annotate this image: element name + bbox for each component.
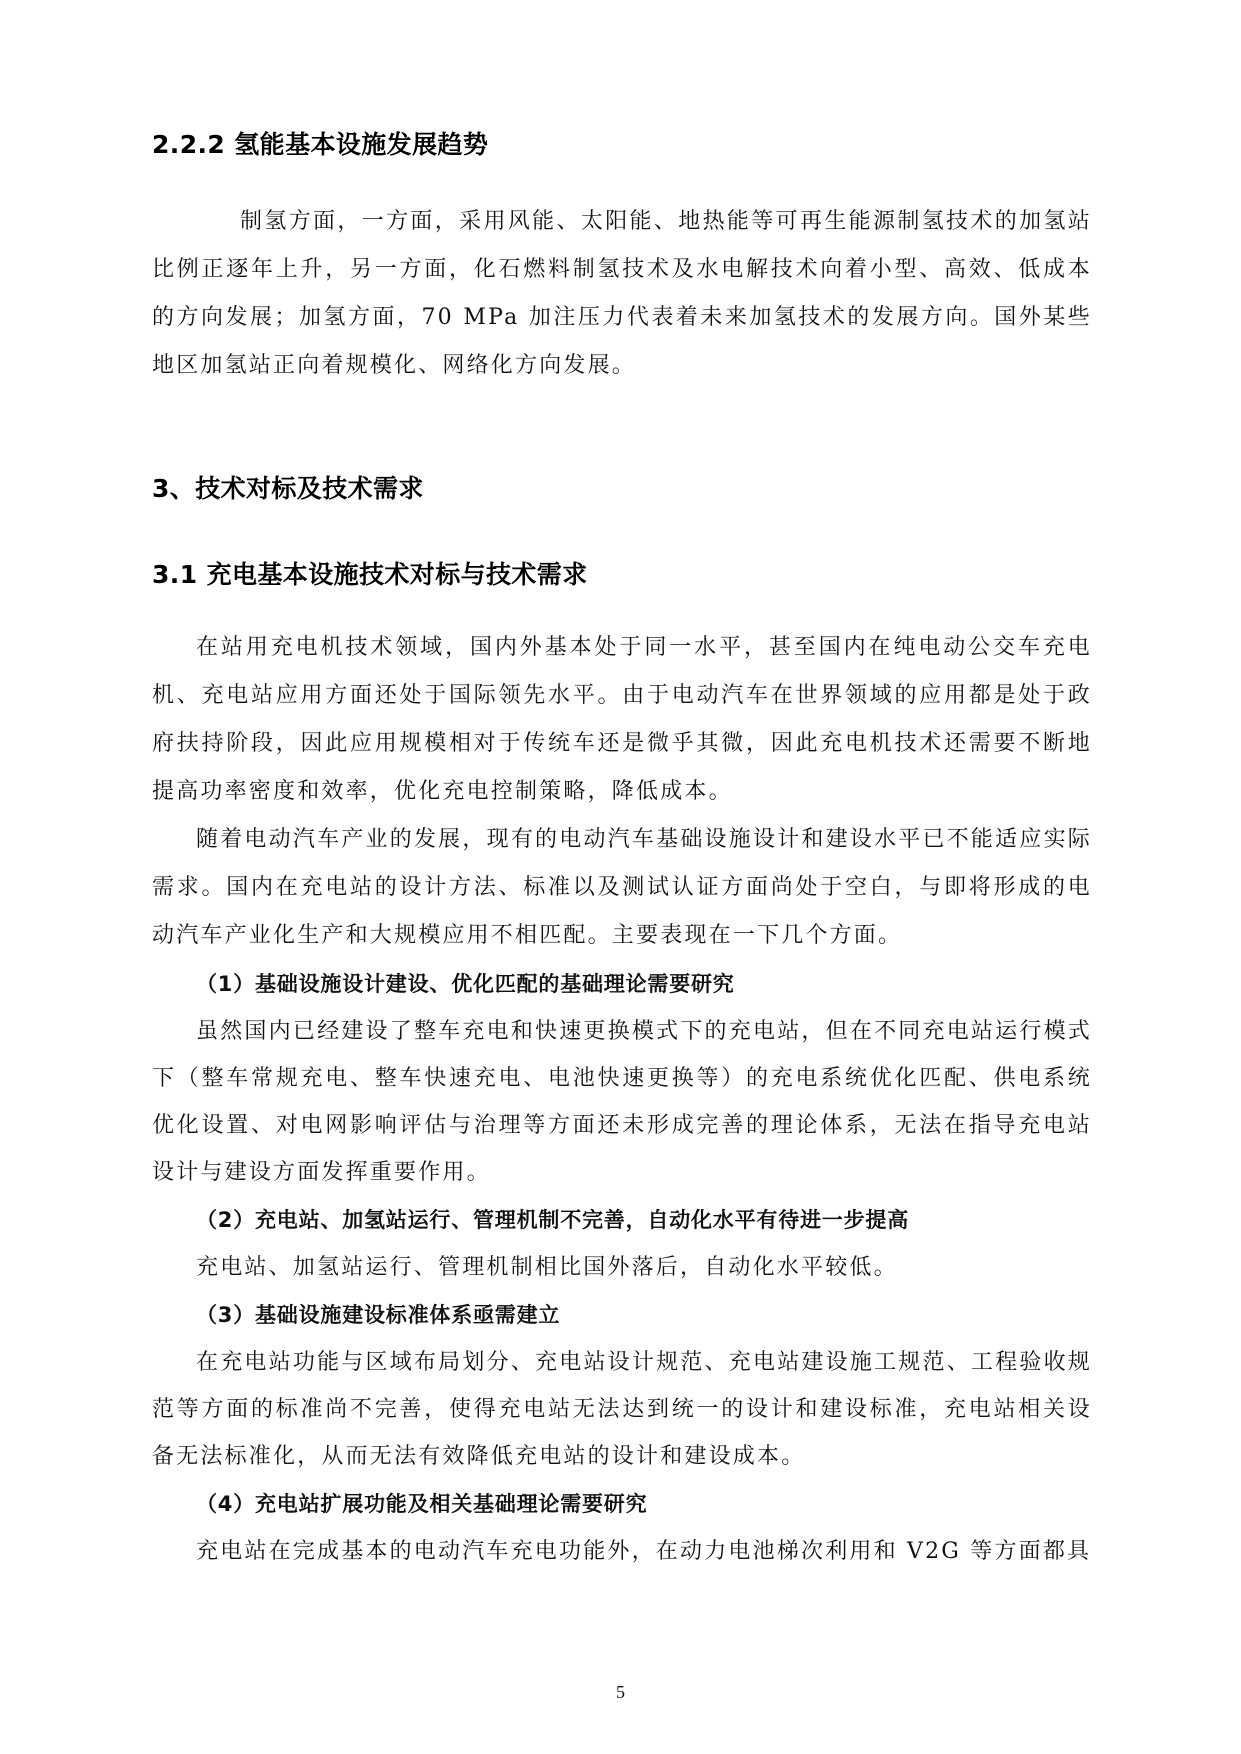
subsection-title-1: （1）基础设施设计建设、优化匹配的基础理论需要研究	[196, 972, 735, 996]
subsection-text-1: 虽然国内已经建设了整车充电和快速更换模式下的充电站，但在不同充电站运行模式下（整车常规充电、整车快速充电、电池快速更换等）的充电系统优化匹配、供电系统优化设置、对电网影响评估与治理等方面还未形成完善的理论体系，无法在指导充电站设计与建设方面发挥重要作用。	[152, 1019, 1092, 1185]
subsection-title-2: （2）充电站、加氢站运行、管理机制不完善，自动化水平有待进一步提高	[196, 1208, 910, 1232]
hydrogen-trend-paragraph: 制氢方面，一方面，采用风能、太阳能、地热能等可再生能源制氢技术的加氢站比例正逐年上升，另一方面，化石燃料制氢技术及水电解技术向着小型、高效、低成本的方向发展；加氢方面，70 MPa 加注压力代表着未来加氢技术的发展方向。国外某些地区加氢站正向着规模化、网络化方向发展。	[152, 209, 1092, 378]
subsection-text-2: 充电站、加氢站运行、管理机制相比国外落后，自动化水平较低。	[196, 1255, 898, 1280]
page-content	[152, 128, 1092, 1575]
charger-technology-paragraph: 在站用充电机技术领域，国内外基本处于同一水平，甚至国内在纯电动公交车充电机、充电站应用方面还处于国际领先水平。由于电动汽车在世界领域的应用都是处于政府扶持阶段，因此应用规模相对于传统车还是微乎其微，因此充电机技术还需要不断地提高功率密度和效率，优化充电控制策略，降低成本。	[152, 635, 1092, 804]
subsection-text-4: 充电站在完成基本的电动汽车充电功能外，在动力电池梯次利用和 V2G 等方面都具	[196, 1539, 1092, 1564]
section-heading-3-1: 3.1 充电基本设施技术对标与技术需求	[152, 560, 588, 589]
page-number: 5	[616, 1682, 625, 1702]
subsection-title-4: （4）充电站扩展功能及相关基础理论需要研究	[196, 1492, 648, 1516]
subsection-title-3: （3）基础设施建设标准体系亟需建立	[196, 1303, 561, 1327]
section-heading-2-2-2: 2.2.2 氢能基本设施发展趋势	[152, 130, 489, 159]
industry-development-paragraph: 随着电动汽车产业的发展，现有的电动汽车基础设施设计和建设水平已不能适应实际需求。国内在充电站的设计方法、标准以及测试认证方面尚处于空白，与即将形成的电动汽车产业化生产和大规模应用不相匹配。主要表现在一下几个方面。	[152, 827, 1092, 948]
section-heading-3: 3、技术对标及技术需求	[152, 474, 424, 503]
subsection-text-3: 在充电站功能与区域布局划分、充电站设计规范、充电站建设施工规范、工程验收规范等方面的标准尚不完善，使得充电站无法达到统一的设计和建设标准，充电站相关设备无法标准化，从而无法有效降低充电站的设计和建设成本。	[152, 1350, 1092, 1469]
